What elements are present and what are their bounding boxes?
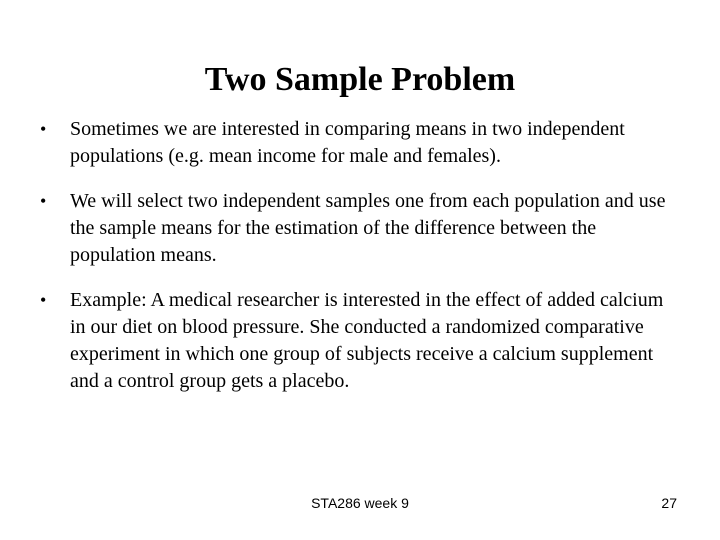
bullet-marker: • [40,290,47,310]
bullet-item [40,116,680,170]
footer-course-label: STA286 week 9 [311,495,409,511]
bullet-text: Sometimes we are interested in comparing means in two independent populations (e.g. mean income for male and females). [70,118,625,167]
bullet-text: Example: A medical researcher is interested in the effect of added calcium in our diet on blood pressure. She conducted a randomized comparative experiment in which one group of subjects receive a calcium supplement and a control group gets a placebo. [70,289,664,392]
bullet-item [40,287,680,395]
slide-title: Two Sample Problem [204,60,516,98]
page-number: 27 [661,495,677,511]
bullet-marker: • [40,191,47,211]
bullet-item [40,188,680,269]
bullet-text: We will select two independent samples one from each population and use the sample means for the estimation of the difference between the population means. [70,190,666,266]
bullet-list [40,116,680,395]
bullet-marker: • [40,119,47,139]
